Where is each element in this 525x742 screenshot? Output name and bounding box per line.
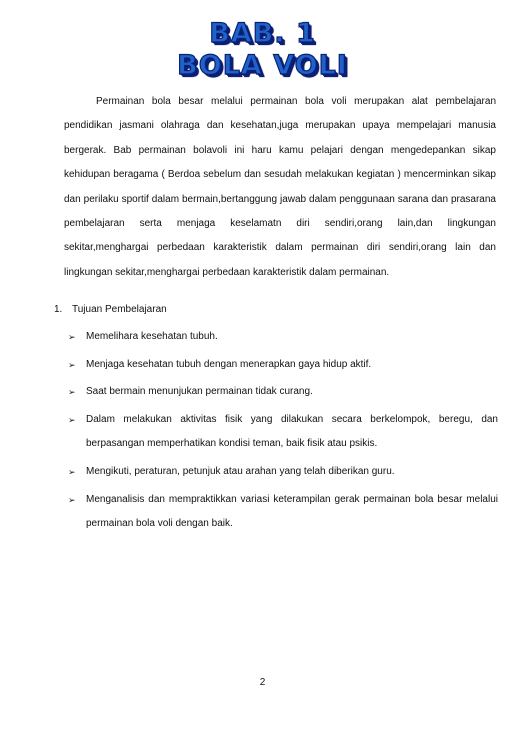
objective-item [68, 408, 498, 457]
objective-text: Menjaga kesehatan tubuh dengan menerapkan gaya hidup aktif. [86, 358, 372, 370]
arrow-bullet-icon: ➢ [68, 414, 76, 425]
arrow-bullet-icon: ➢ [68, 387, 76, 398]
arrow-bullet-icon: ➢ [68, 332, 76, 342]
section-number: 1. [54, 304, 63, 315]
objective-item [68, 488, 498, 537]
objective-text: Memelihara kesehatan tubuh. [86, 331, 218, 342]
objective-item [68, 325, 498, 350]
section-heading [54, 298, 504, 322]
objective-text: Mengikuti, peraturan, petunjuk atau arahan yang telah diberikan guru. [86, 465, 395, 477]
objective-text: Saat bermain menunjukan permainan tidak curang. [86, 386, 313, 398]
arrow-bullet-icon: ➢ [68, 466, 76, 477]
page-number: 2 [259, 677, 266, 688]
objective-item [68, 353, 498, 378]
arrow-bullet-icon: ➢ [68, 494, 76, 505]
arrow-bullet-icon: ➢ [68, 359, 76, 370]
objective-item [68, 380, 498, 405]
learning-objectives-section [54, 298, 504, 530]
intro-paragraph: Permainan bola besar melalui permainan bola voli merupakan alat pembelajaran pendidikan jasmani olahraga dan kesehatan,juga merupakan upaya mempelajari manusia bergerak. Bab permainan bolavoli ini haru kamu pelajari dengan mengedepankan sikap kehidupan beragama ( Berdoa sebelum dan sesudah melakukan kegiatan ) mencerminkan sikap dan perilaku sportif dalam bermain,bertanggung jawab dalam penggunaan sarana dan prasarana pembelajaran serta menjaga keselamatn diri sendiri,orang lain,dan lingkungan sekitar,menghargai perbedaan karakteristik dalam permainan diri sendiri,orang lain dan lingkungan sekitar,menghargai perbedaan karakteristik dalam permainan. [64, 96, 496, 278]
chapter-subtitle: BOLA VOLI [177, 50, 348, 81]
section-title: Tujuan Pembelajaran [72, 304, 167, 315]
chapter-title: BAB. 1 [209, 18, 316, 49]
objective-item [68, 460, 498, 485]
objective-text: Menganalisis dan mempraktikkan variasi keterampilan gerak permainan bola besar melalui permainan bola voli dengan baik. [86, 493, 498, 530]
objective-text: Dalam melakukan aktivitas fisik yang dilakukan secara berkelompok, beregu, dan berpasangan memperhatikan kondisi teman, baik fisik atau psikis. [86, 413, 498, 450]
objectives-list [68, 325, 498, 540]
